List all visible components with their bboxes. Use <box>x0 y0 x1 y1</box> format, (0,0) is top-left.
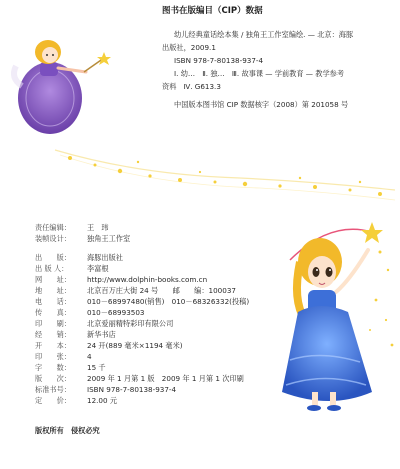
cip-line: 幼儿经典童话绘本集 / 独角王工作室编绘. — 北京：海豚 <box>174 30 354 39</box>
row-value: 15 千 <box>87 363 106 372</box>
row-label: 印 刷： <box>35 319 71 328</box>
row-label: 版 次： <box>35 374 71 383</box>
designer-label: 装帧设计： <box>35 234 71 243</box>
row-value: 北京百万庄大街 24 号 邮 编：100037 <box>87 286 236 295</box>
row-label: 字 数： <box>35 363 71 372</box>
row-label: 地 址： <box>35 286 71 295</box>
cip-line: ISBN 978-7-80138-937-4 <box>174 56 264 65</box>
row-label: 经 销： <box>35 330 71 339</box>
cip-line: 资料 Ⅳ. G613.3 <box>162 82 221 91</box>
row-label: 出 版： <box>35 253 71 262</box>
fairy-purple-dress <box>14 40 111 134</box>
wand-star-icon <box>361 222 383 243</box>
row-label: 定 价： <box>35 396 71 405</box>
row-label: 印 张： <box>35 352 71 361</box>
row-value: 010－68997480(销售) 010－68326332(投稿) <box>87 297 250 306</box>
row-label: 标准书号： <box>35 385 71 394</box>
website-link[interactable]: http://www.dolphin-books.com.cn <box>87 275 208 284</box>
row-label: 传 真： <box>35 308 71 317</box>
cip-title: 图书在版编目（CIP）数据 <box>162 6 263 16</box>
row-value: 李富根 <box>87 264 109 273</box>
row-label: 开 本： <box>35 341 71 350</box>
cip-line: 出版社，2009.1 <box>162 43 216 52</box>
row-label: 出 版 人： <box>35 264 69 273</box>
editor-label: 责任编辑： <box>35 223 71 232</box>
row-label: 网 址： <box>35 275 71 284</box>
cip-line: Ⅰ. 幼… Ⅱ. 独… Ⅲ. 故事课 — 学前教育 — 教学参考 <box>174 69 345 78</box>
row-value: 海豚出版社 <box>87 253 123 262</box>
row-value: 2009 年 1 月第 1 版 2009 年 1 月第 1 次印刷 <box>87 374 244 383</box>
row-value: 新华书店 <box>87 330 116 339</box>
copyright-notice: 版权所有 侵权必究 <box>35 426 100 435</box>
cip-line: 中国版本图书馆 CIP 数据核字（2008）第 201058 号 <box>174 100 349 109</box>
row-value: 北京爱丽精特彩印有限公司 <box>87 319 174 328</box>
editor-value: 王 玮 <box>87 223 109 232</box>
wand-star-icon <box>97 52 111 65</box>
row-label: 电 话： <box>35 297 71 306</box>
row-value: 12.00 元 <box>87 396 118 405</box>
sparkle-trail <box>55 150 395 200</box>
row-value: 24 开(889 毫米×1194 毫米) <box>87 341 183 350</box>
fairy-blue-dress <box>282 222 389 411</box>
row-value: 010－68993503 <box>87 308 145 317</box>
row-value: 4 <box>87 352 92 361</box>
row-value: ISBN 978-7-80138-937-4 <box>87 385 177 394</box>
sparkle-trail <box>369 299 393 347</box>
designer-value: 独角王工作室 <box>87 234 131 243</box>
